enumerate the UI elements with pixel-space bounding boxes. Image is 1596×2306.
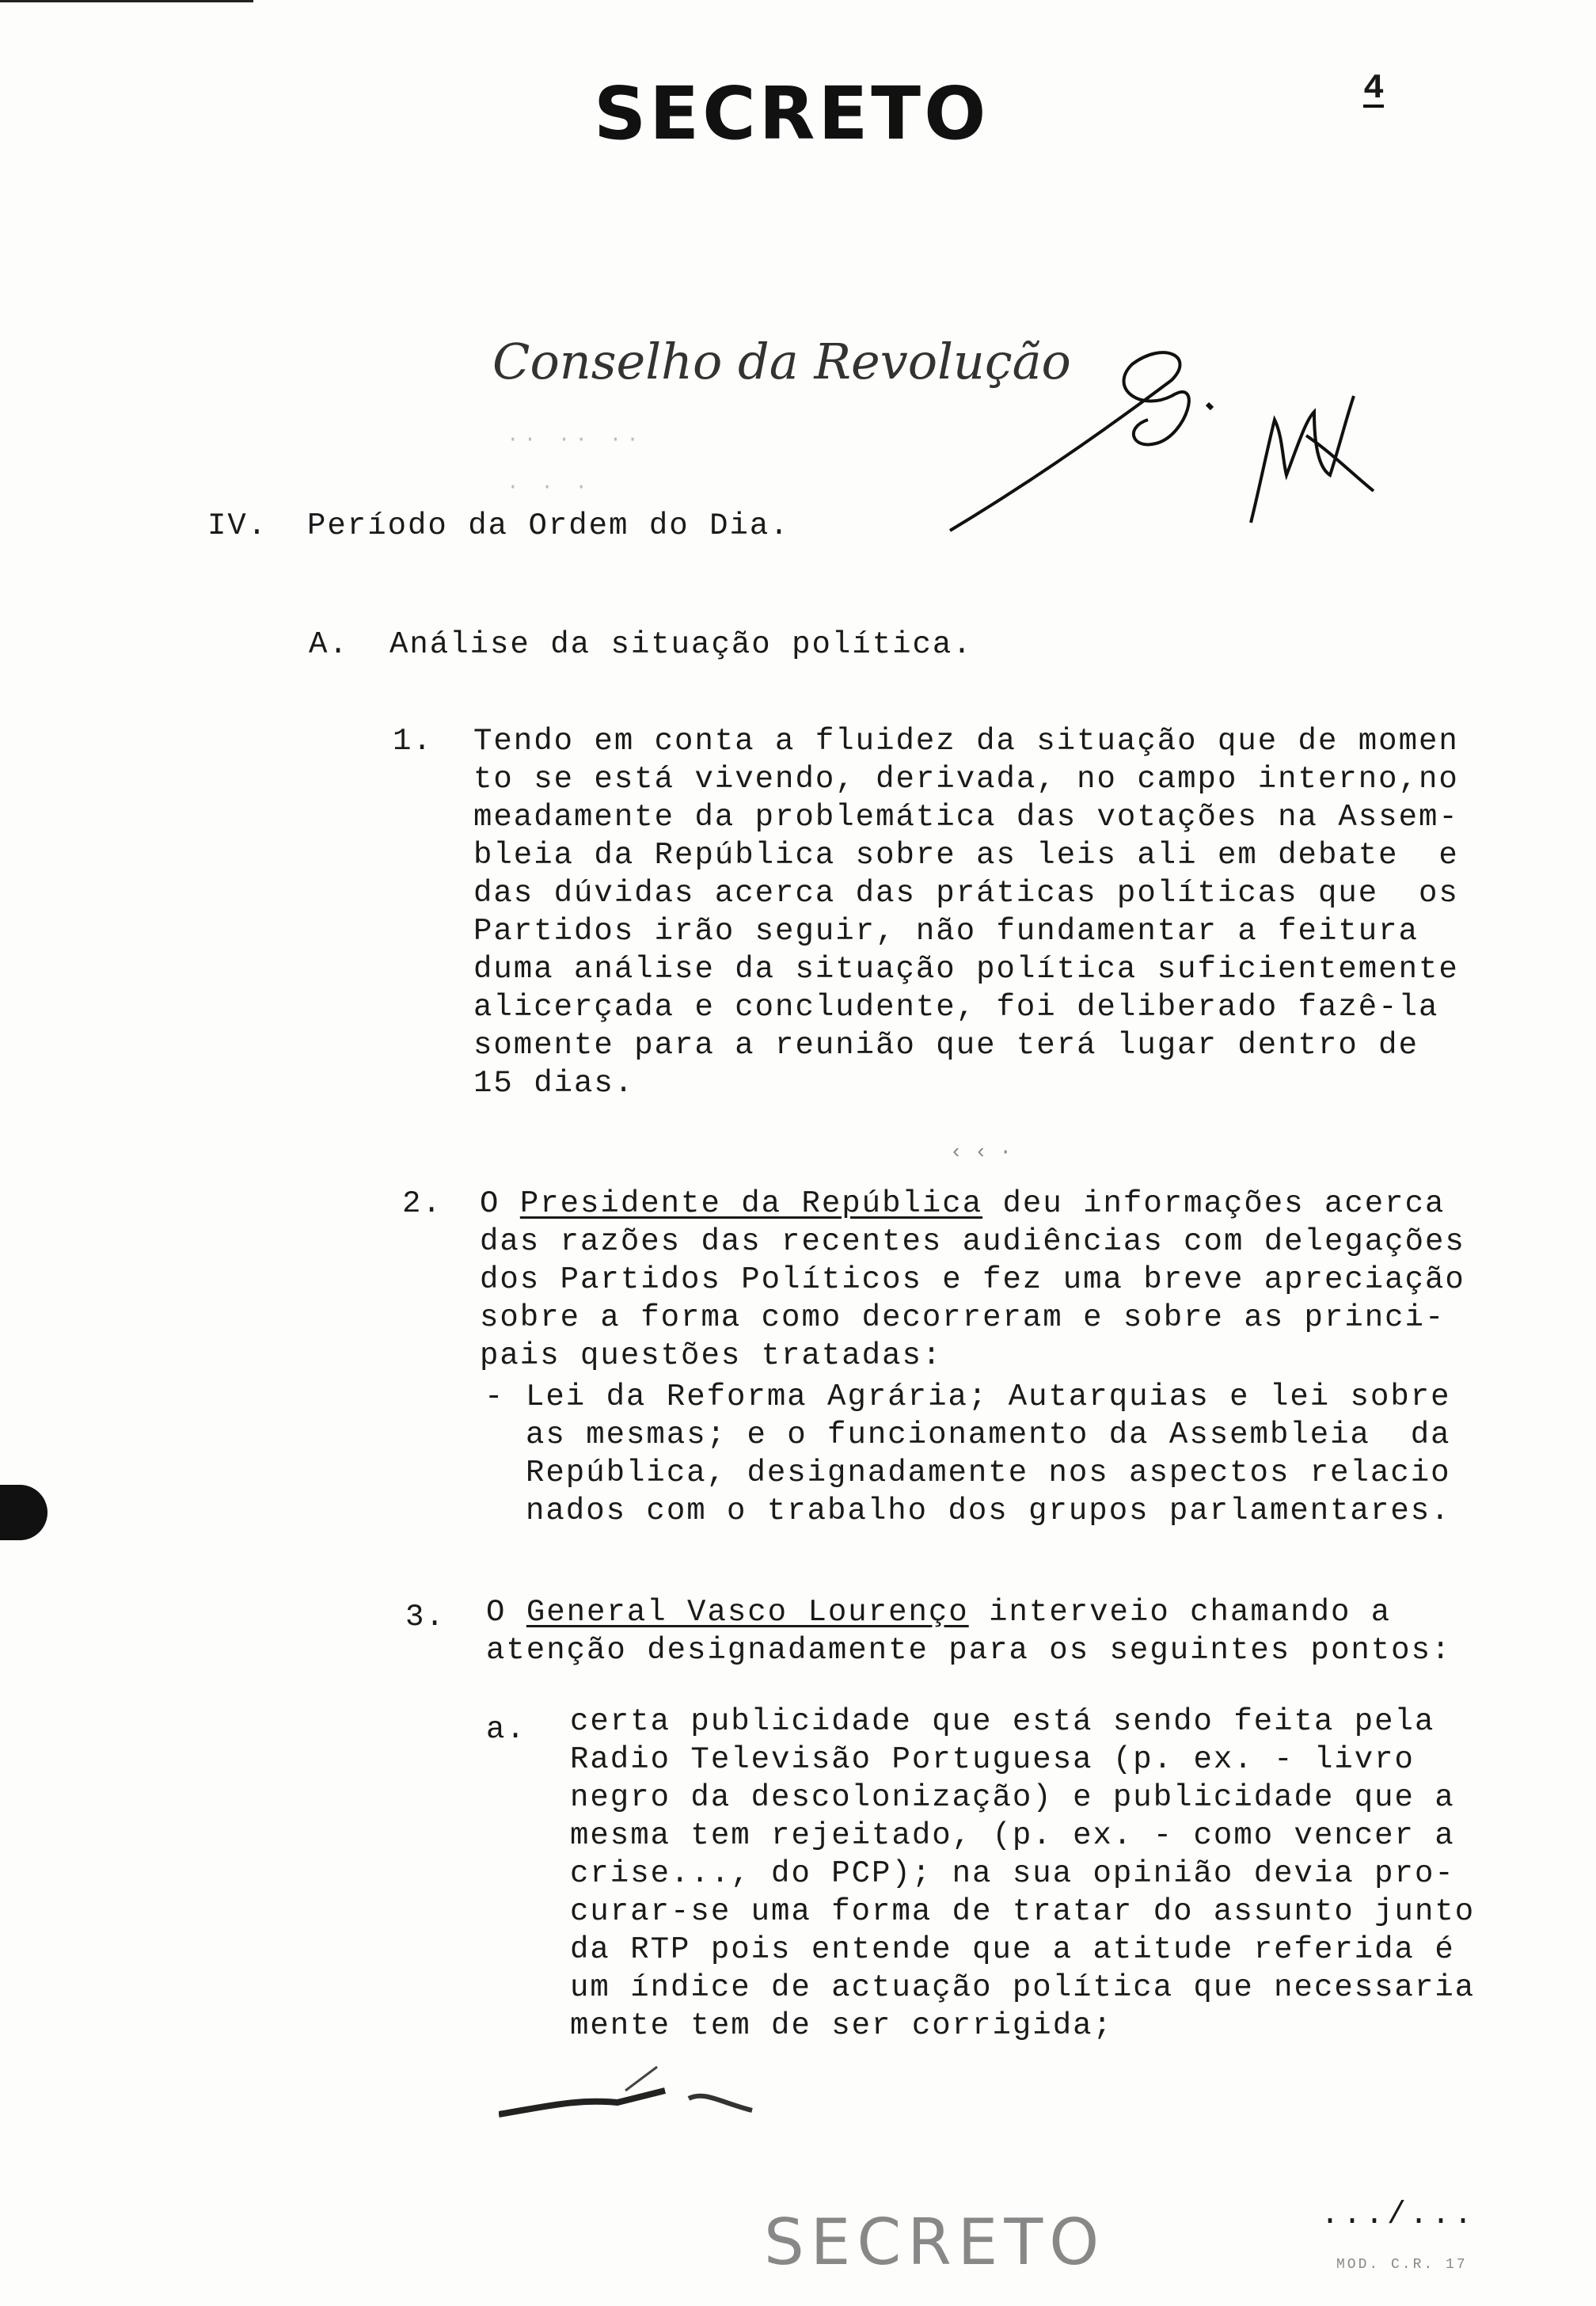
- letterhead-title: Conselho da Revolução: [492, 333, 1071, 390]
- text-fragment: interveio chamando a: [968, 1595, 1392, 1630]
- paragraph-line: curar-se uma forma de tratar do assunto junto: [570, 1894, 1476, 1929]
- faded-mark: ·· ·· ··: [507, 428, 644, 451]
- paragraph-line: atenção designadamente para os seguintes pontos:: [486, 1633, 1452, 1668]
- item-number: 2.: [402, 1186, 443, 1221]
- paragraph-line: das razões das recentes audiências com delegações: [480, 1224, 1465, 1259]
- underlined-name: General Vasco Lourenço: [526, 1595, 969, 1630]
- item-number: 3.: [405, 1600, 446, 1634]
- paragraph-line-with-underline: [480, 1185, 1445, 1223]
- form-code: MOD. C.R. 17: [1336, 2257, 1468, 2273]
- continuation-marker: .../...: [1320, 2198, 1476, 2233]
- section-number: IV.: [207, 508, 268, 543]
- paragraph-line: to se está vivendo, derivada, no campo interno,no: [473, 762, 1459, 797]
- subitem-letter: a.: [486, 1712, 526, 1747]
- paragraph-line: dos Partidos Políticos e fez uma breve apreciação: [480, 1262, 1465, 1297]
- text-fragment: deu informações acerca: [982, 1186, 1446, 1221]
- text-fragment: O: [486, 1595, 526, 1630]
- handwritten-signature: [934, 333, 1378, 538]
- classification-stamp-bottom: SECRETO: [764, 2205, 1106, 2279]
- classification-stamp-top: SECRETO: [594, 71, 990, 156]
- paragraph-line: Partidos irão seguir, não fundamentar a feitura: [473, 914, 1419, 949]
- paragraph-line: certa publicidade que está sendo feita pela: [570, 1704, 1435, 1739]
- top-rule: [0, 0, 253, 2]
- paragraph-line: somente para a reunião que terá lugar dentro de: [473, 1028, 1419, 1063]
- underlined-name: Presidente da República: [519, 1186, 983, 1221]
- bullet-line: Lei da Reforma Agrária; Autarquias e lei sobre: [526, 1379, 1451, 1414]
- paragraph-line: bleia da República sobre as leis ali em debate e: [473, 838, 1459, 873]
- bullet-marker: -: [484, 1379, 505, 1414]
- paragraph-line: negro da descolonização) e publicidade que a: [570, 1780, 1455, 1815]
- ink-smudge: [499, 2059, 784, 2122]
- item-number: 1.: [393, 724, 433, 759]
- section-title: Período da Ordem do Dia.: [307, 508, 790, 543]
- bullet-line: as mesmas; e o funcionamento da Assembleia da: [526, 1417, 1451, 1452]
- bullet-line: nados com o trabalho dos grupos parlamentares.: [526, 1494, 1451, 1528]
- faded-mark: · · ·: [507, 475, 593, 499]
- paragraph-line: sobre a forma como decorreram e sobre as princi-: [480, 1300, 1446, 1335]
- stray-mark: ‹ ‹ ·: [950, 1140, 1013, 1164]
- paragraph-line: Tendo em conta a fluidez da situação que de momen: [473, 724, 1459, 759]
- paragraph-line: das dúvidas acerca das práticas políticas que os: [473, 876, 1459, 911]
- paragraph-line: um índice de actuação política que necessaria: [570, 1970, 1476, 2005]
- subsection-letter: A.: [309, 627, 349, 662]
- bullet-line: República, designadamente nos aspectos relacio: [526, 1456, 1451, 1490]
- paragraph-line-with-underline: [486, 1593, 1391, 1631]
- subsection-title: Análise da situação política.: [390, 627, 973, 662]
- text-fragment: O: [480, 1186, 520, 1221]
- paragraph-line: alicerçada e concludente, foi deliberado fazê-la: [473, 990, 1439, 1025]
- paragraph-line: pais questões tratadas:: [480, 1338, 943, 1373]
- punch-hole-mark: [0, 1485, 48, 1540]
- paragraph-line: duma análise da situação política suficientemente: [473, 952, 1459, 987]
- paragraph-line: meadamente da problemática das votações na Assem-: [473, 800, 1459, 835]
- paragraph-line: 15 dias.: [473, 1066, 635, 1101]
- paragraph-line: Radio Televisão Portuguesa (p. ex. - livro: [570, 1742, 1415, 1777]
- paragraph-line: mesma tem rejeitado, (p. ex. - como vencer a: [570, 1818, 1455, 1853]
- page-number: 4: [1363, 69, 1385, 108]
- paragraph-line: mente tem de ser corrigida;: [570, 2008, 1113, 2043]
- paragraph-line: da RTP pois entende que a atitude referida é: [570, 1932, 1455, 1967]
- paragraph-line: crise..., do PCP); na sua opinião devia pro-: [570, 1856, 1455, 1891]
